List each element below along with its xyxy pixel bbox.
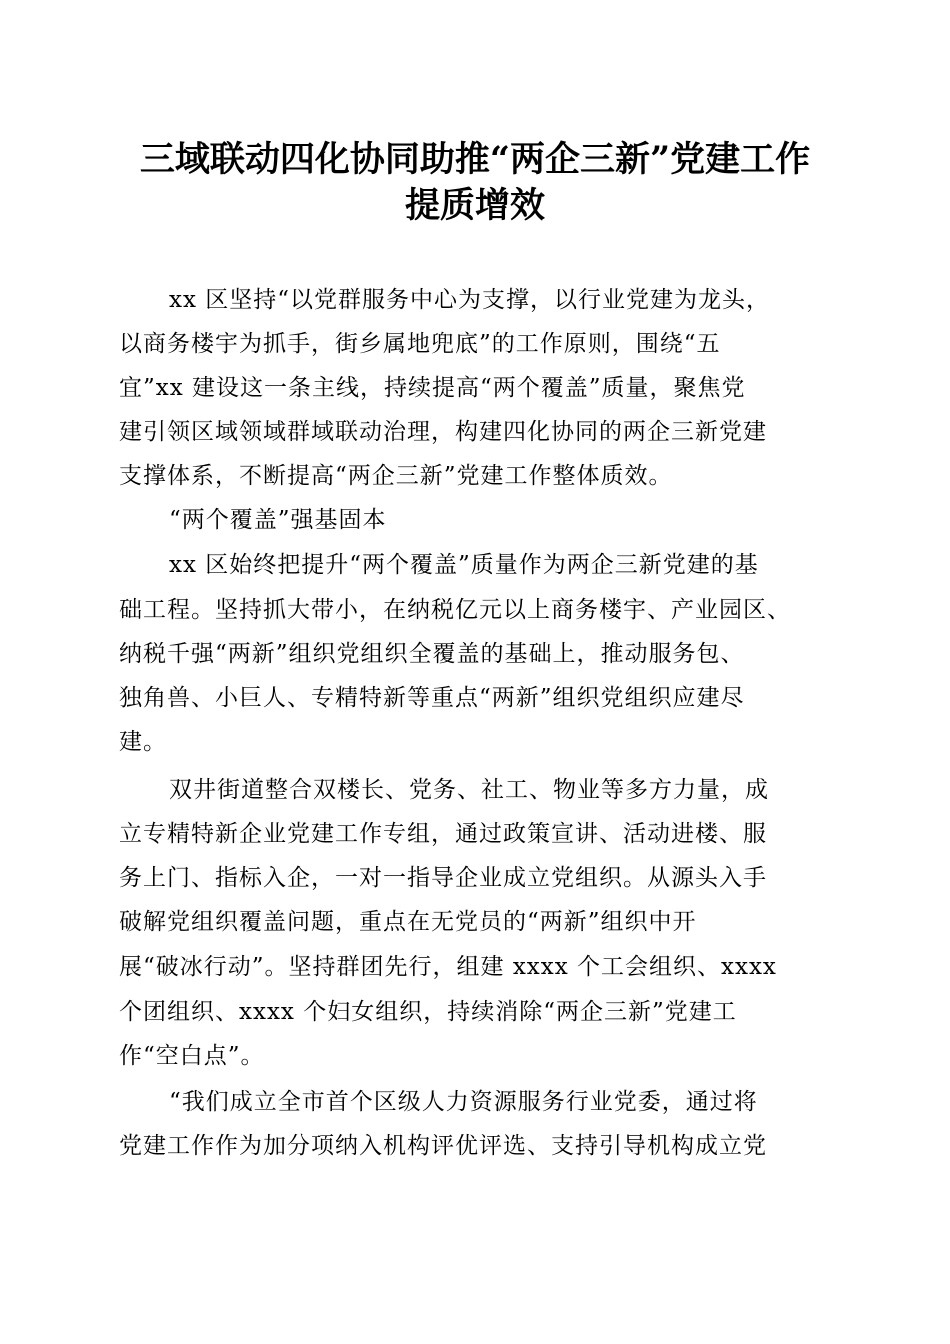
body-line: 支撑体系，不断提高“两企三新”党建工作整体质效。: [119, 463, 673, 489]
body-line: 以商务楼宇为抓手，街乡属地兜底”的工作原则，围绕“五: [119, 331, 721, 357]
section-heading: “两个覆盖”强基固本: [169, 507, 387, 533]
body-line: 建引领区域领域群域联动治理，构建四化协同的两企三新党建: [119, 419, 767, 445]
body-line: 党建工作作为加分项纳入机构评优评选、支持引导机构成立党: [119, 1133, 767, 1159]
body-line: 展“破冰行动”。坚持群团先行，组建 xxxx 个工会组织、xxxx: [119, 954, 777, 980]
body-line: “我们成立全市首个区级人力资源服务行业党委，通过将: [169, 1089, 758, 1115]
body-line: 纳税千强“两新”组织党组织全覆盖的基础上，推动服务包、: [119, 641, 745, 667]
body-line: 务上门、指标入企，一对一指导企业成立党组织。从源头入手: [119, 865, 767, 891]
body-line: 双井街道整合双楼长、党务、社工、物业等多方力量，成: [169, 777, 769, 803]
body-line: 独角兽、小巨人、专精特新等重点“两新”组织党组织应建尽: [119, 685, 745, 711]
body-line: 立专精特新企业党建工作专组，通过政策宣讲、活动进楼、服: [119, 821, 767, 847]
body-line: xx 区始终把提升“两个覆盖”质量作为两企三新党建的基: [169, 552, 759, 578]
document-title-line-1: 三域联动四化协同助推“两企三新”党建工作: [139, 139, 811, 180]
body-line: xx 区坚持“以党群服务中心为支撑，以行业党建为龙头，: [169, 287, 771, 313]
body-line: 础工程。坚持抓大带小，在纳税亿元以上商务楼宇、产业园区、: [119, 597, 791, 623]
body-line: 个团组织、xxxx 个妇女组织，持续消除“两企三新”党建工: [119, 999, 737, 1025]
body-line: 建。: [119, 729, 167, 755]
document-title-line-2: 提质增效: [404, 185, 545, 226]
body-line: 作“空白点”。: [119, 1043, 265, 1069]
body-line: 宜”xx 建设这一条主线，持续提高“两个覆盖”质量，聚焦党: [119, 375, 746, 401]
body-line: 破解党组织覆盖问题，重点在无党员的“两新”组织中开: [119, 909, 697, 935]
